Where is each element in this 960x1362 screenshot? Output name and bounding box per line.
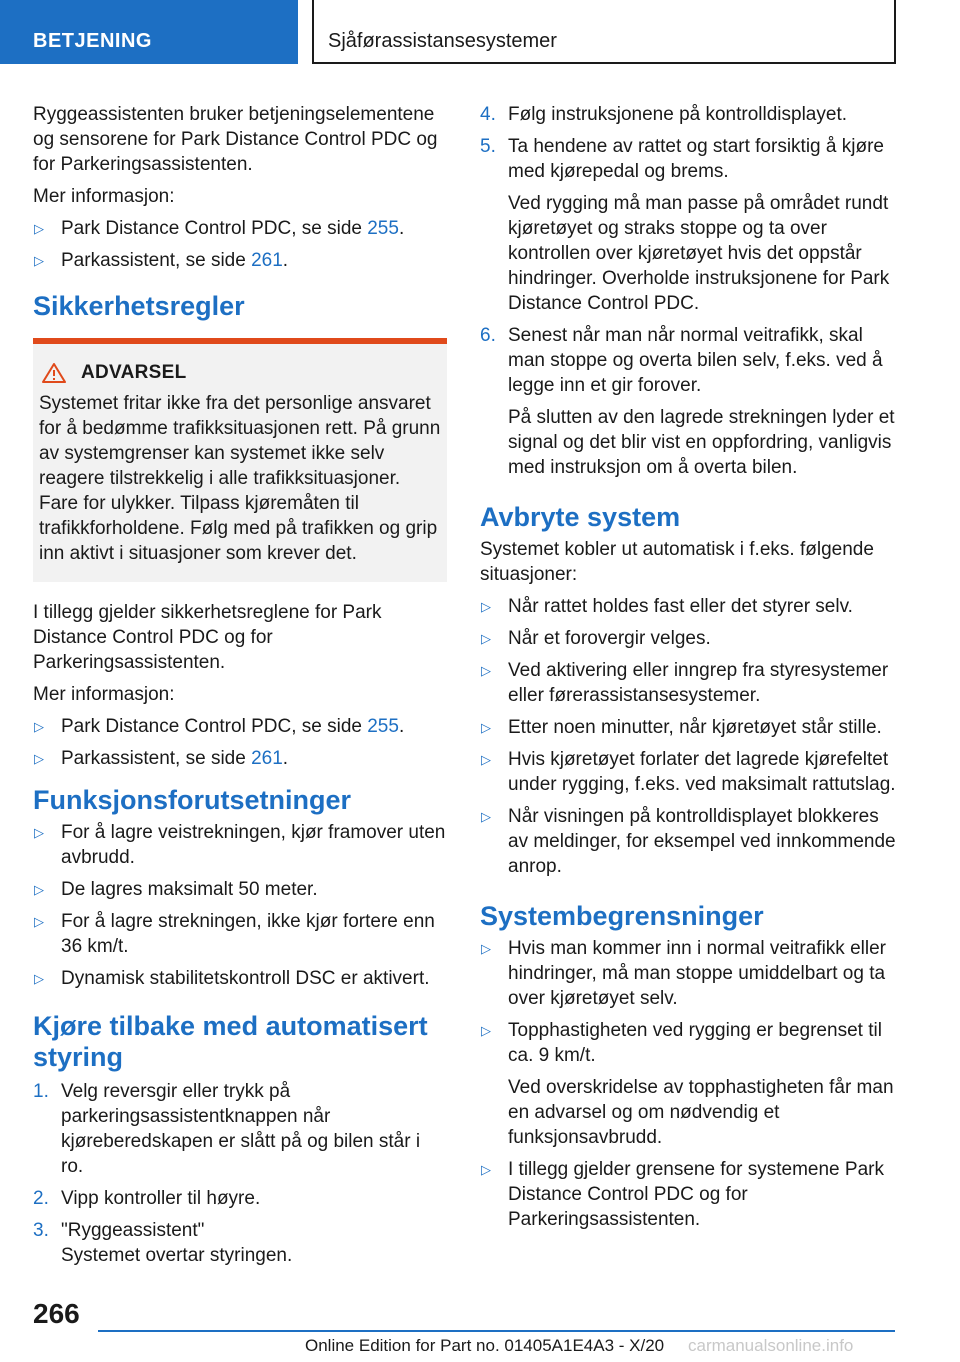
- step-number: 2.: [33, 1188, 49, 1209]
- left-column: [33, 102, 447, 1275]
- more-info-label: Mer informasjon:: [33, 186, 175, 207]
- cancel-intro: Systemet kobler ut automatisk i f.eks. følgende situasjoner:: [480, 539, 874, 585]
- triangle-right-outline-icon: ▷: [481, 1023, 491, 1038]
- list-item: ▷ Etter noen minutter, når kjøretøyet står stille.: [481, 717, 882, 738]
- triangle-right-outline-icon: ▷: [481, 1162, 491, 1177]
- step-detail: På slutten av den lagrede strekningen lyder et signal og det blir vist en oppfordring, vanligvis med instruksjon om å overta bilen.: [508, 407, 895, 478]
- safety-extra-paragraph: I tillegg gjelder sikkerhetsreglene for Park Distance Control PDC og for Parkeringsassistenten.: [33, 602, 382, 673]
- list-item: 6. Senest når man når normal veitrafikk, skal man stoppe og overta bilen selv, f.eks. ved å legge inn et gir forover. På slutten av den lagrede strekningen lyder et signal og det blir vist en oppfordring, vanligvis med instruksjon om å overta bilen.: [480, 323, 900, 480]
- page-link[interactable]: 255: [367, 716, 399, 737]
- list-item: ▷ Parkassistent, se side 261.: [34, 748, 289, 769]
- steps-list: [33, 1079, 447, 1268]
- page-number: 266: [33, 1298, 80, 1329]
- chapter-title: Sjåførassistansesystemer: [312, 0, 896, 64]
- step-number: 5.: [480, 136, 496, 157]
- triangle-right-outline-icon: ▷: [34, 221, 44, 236]
- list-item: ▷ Dynamisk stabilitetskontroll DSC er aktivert.: [34, 968, 430, 989]
- list-item: ▷ Park Distance Control PDC, se side 255.: [34, 716, 405, 737]
- edition-text: Online Edition for Part no. 01405A1E4A3 - X/20: [305, 1336, 665, 1355]
- step-detail: Ved rygging må man passe på området rundt kjøretøyet og straks stoppe og ta over kontrollen over kjøretøyet hvis det oppstår hindringer. Overholde instruksjonene for Park Distance Control PDC.: [508, 193, 890, 314]
- triangle-right-outline-icon: ▷: [34, 825, 44, 840]
- heading-safety: Sikkerhetsregler: [33, 291, 245, 321]
- list-item: 5. Ta hendene av rattet og start forsiktig å kjøre med kjørepedal og brems. Ved rygging må man passe på området rundt kjøretøyet og straks stoppe og ta over kontrollen over kjøretøyet hvis det oppstår hindringer. Overholde instruksjonene for Park Distance Control PDC.: [480, 134, 900, 316]
- list-item: ▷ De lagres maksimalt 50 meter.: [34, 879, 318, 900]
- list-item: ▷ Ved aktivering eller inngrep fra styresystemer eller førerassistansesystemer.: [481, 660, 889, 706]
- list-item: 3. "Ryggeassistent" Systemet overtar styringen.: [33, 1218, 447, 1268]
- warning-text: Systemet fritar ikke fra det personlige ansvaret for å bedømme trafikksituasjonen rett. På grunn av systemgrenser kan systemet ikke selv reagere tilstrekkelig i alle trafikksituasjoner. Fare for ulykker. Tilpass kjøremåten til trafikkforholdene. Følg med på trafikken og grip inn aktivt i situasjoner som krever det.: [39, 393, 441, 564]
- step-detail: Systemet overtar styringen.: [61, 1245, 293, 1266]
- page-link[interactable]: 261: [251, 748, 283, 769]
- list-item: ▷ I tillegg gjelder grensene for systemene Park Distance Control PDC og for Parkeringsassistenten.: [481, 1159, 884, 1230]
- warning-triangle-icon: [41, 362, 67, 384]
- list-item: ▷ Når visningen på kontrolldisplayet blokkeres av meldinger, for eksempel ved innkommende anrop.: [481, 806, 896, 877]
- cancel-list: [480, 594, 900, 879]
- list-item: ▷ Hvis kjøretøyet forlater det lagrede kjørefeltet under rygging, f.eks. ved maksimalt rattutslag.: [481, 749, 896, 795]
- limit-detail: Ved overskridelse av topphastigheten får man en advarsel og om nødvendig et funksjonsavbrudd.: [508, 1077, 894, 1148]
- triangle-right-outline-icon: ▷: [34, 882, 44, 897]
- list-item: 1. Velg reversgir eller trykk på parkeringsassistentknappen når kjøreberedskapen er slått på og bilen står i ro.: [33, 1081, 421, 1177]
- watermark: carmanualsonline.info: [688, 1336, 854, 1355]
- more-info-label: Mer informasjon:: [33, 684, 175, 705]
- footer-rule: [98, 1330, 895, 1332]
- list-item: ▷ Når et forovergir velges.: [481, 628, 711, 649]
- steps-list-continued: [480, 102, 900, 480]
- heading-reverse-automated: Kjøre tilbake med automatisert styring: [33, 1011, 428, 1072]
- list-item: ▷ Hvis man kommer inn i normal veitrafikk eller hindringer, må man stoppe umiddelbart og ta over kjøretøyet selv.: [481, 938, 886, 1009]
- step-number: 3.: [33, 1220, 49, 1241]
- page-header: [0, 0, 960, 66]
- triangle-right-outline-icon: ▷: [481, 663, 491, 678]
- triangle-right-outline-icon: ▷: [34, 971, 44, 986]
- heading-system-limits: Systembegrensninger: [480, 901, 764, 931]
- triangle-right-outline-icon: ▷: [34, 719, 44, 734]
- triangle-right-outline-icon: ▷: [34, 914, 44, 929]
- triangle-right-outline-icon: ▷: [481, 752, 491, 767]
- triangle-right-outline-icon: ▷: [34, 751, 44, 766]
- step-number: 4.: [480, 104, 496, 125]
- list-item: ▷ Topphastigheten ved rygging er begrenset til ca. 9 km/t. Ved overskridelse av topphastigheten får man en advarsel og om nødvendig et funksjonsavbrudd.: [480, 1018, 900, 1150]
- triangle-right-outline-icon: ▷: [481, 809, 491, 824]
- triangle-right-outline-icon: ▷: [34, 253, 44, 268]
- right-column: [480, 102, 900, 1239]
- warning-header: [39, 360, 441, 385]
- page-link[interactable]: 261: [251, 250, 283, 271]
- triangle-right-outline-icon: ▷: [481, 720, 491, 735]
- heading-prerequisites: Funksjonsforutsetninger: [33, 785, 352, 815]
- more-info-list: [33, 714, 447, 771]
- step-number: 6.: [480, 325, 496, 346]
- more-info-list: [33, 216, 447, 273]
- list-item: ▷ Når rattet holdes fast eller det styrer selv.: [481, 596, 853, 617]
- step-number: 1.: [33, 1081, 49, 1102]
- intro-paragraph: Ryggeassistenten bruker betjeningselementene og sensorene for Park Distance Control PDC og for Parkeringsassistenten.: [33, 104, 438, 175]
- limits-list: [480, 936, 900, 1232]
- list-item: 4. Følg instruksjonene på kontrolldisplayet.: [480, 104, 848, 125]
- warning-title: ADVARSEL: [81, 362, 187, 383]
- page-link[interactable]: 255: [367, 218, 399, 239]
- list-item: ▷ Park Distance Control PDC, se side 255.: [34, 218, 405, 239]
- prerequisites-list: [33, 820, 447, 991]
- list-item: ▷ Parkassistent, se side 261.: [34, 250, 289, 271]
- triangle-right-outline-icon: ▷: [481, 941, 491, 956]
- list-item: 2. Vipp kontroller til høyre.: [33, 1188, 261, 1209]
- warning-box: [33, 338, 447, 582]
- triangle-right-outline-icon: ▷: [481, 599, 491, 614]
- section-tab: BETJENING: [0, 0, 298, 64]
- list-item: ▷ For å lagre strekningen, ikke kjør fortere enn 36 km/t.: [34, 911, 435, 957]
- triangle-right-outline-icon: ▷: [481, 631, 491, 646]
- list-item: ▷ For å lagre veistrekningen, kjør framover uten avbrudd.: [34, 822, 446, 868]
- heading-cancel-system: Avbryte system: [480, 502, 681, 532]
